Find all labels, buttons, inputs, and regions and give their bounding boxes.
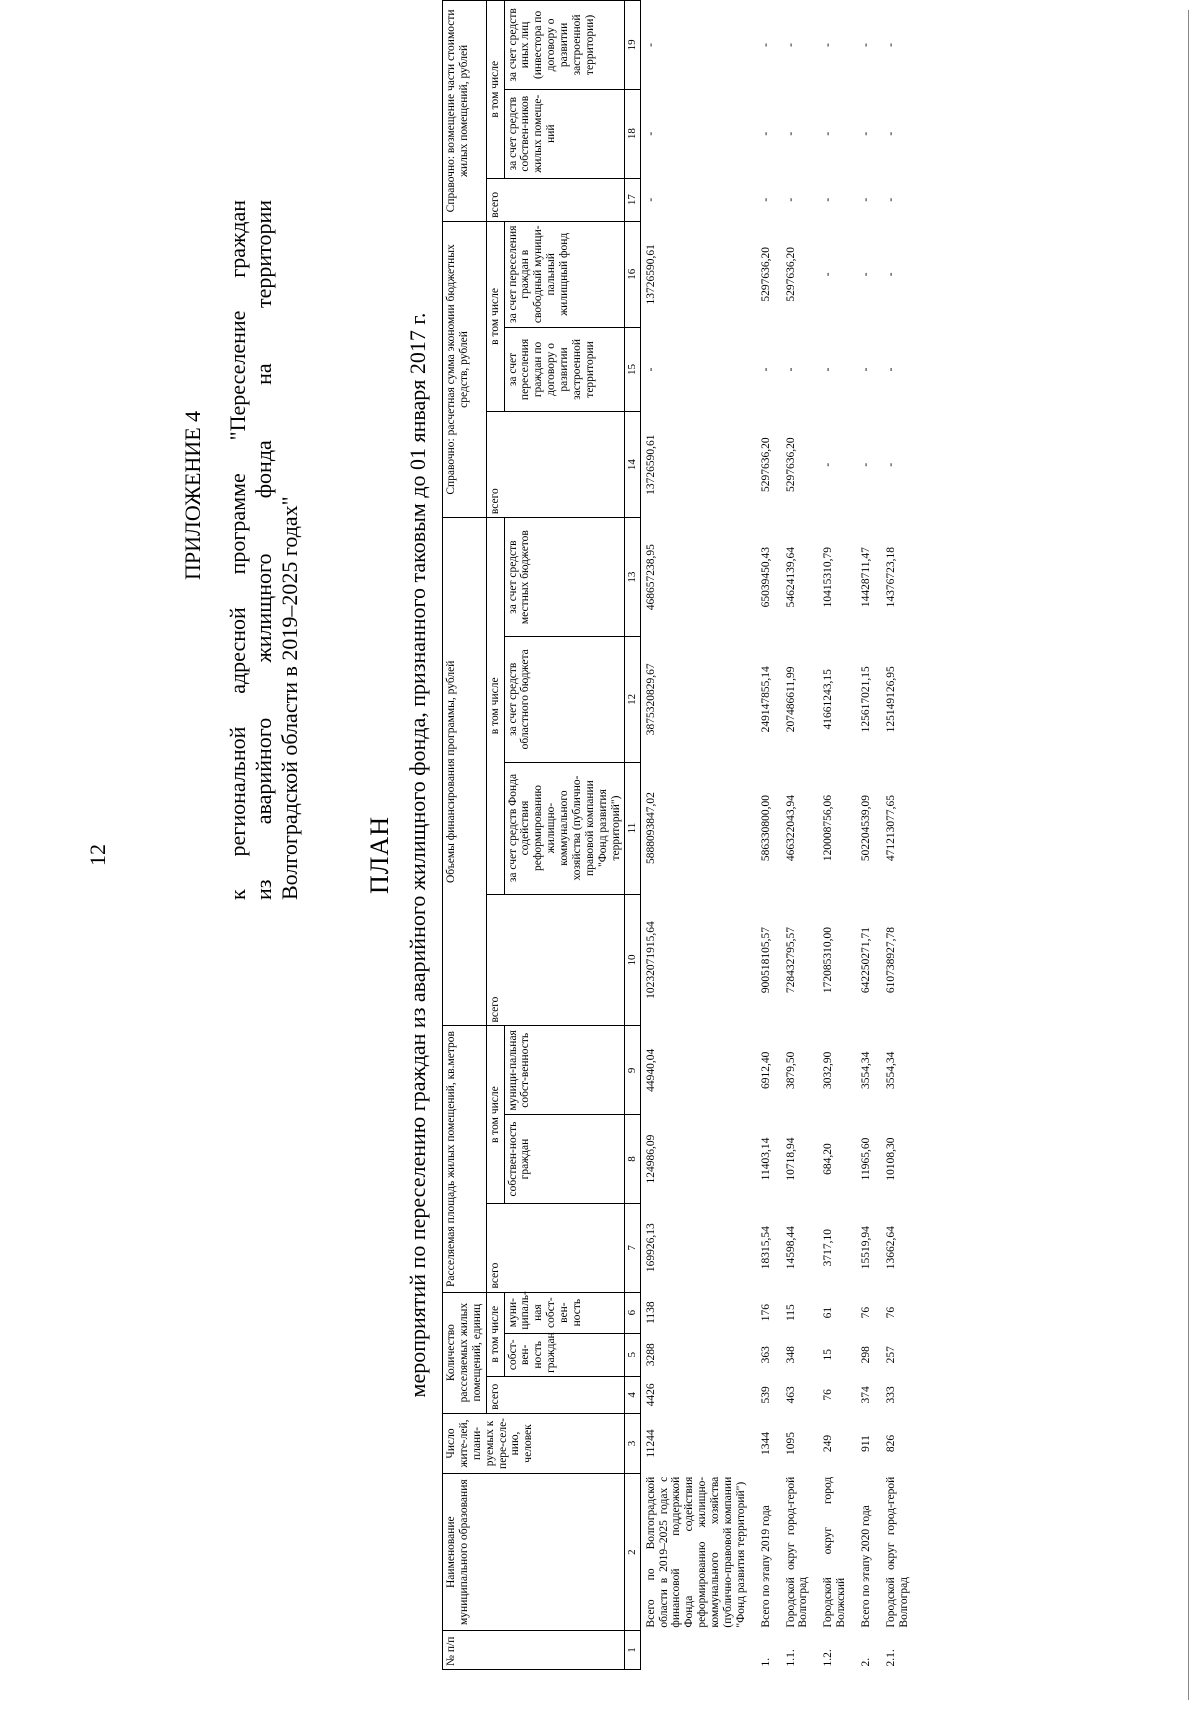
cell-c3: 826	[884, 1434, 897, 1453]
column-number: 8	[625, 1115, 640, 1204]
column-number: 3	[625, 1413, 640, 1474]
header-area-total: всего	[486, 1203, 625, 1292]
cell-c11: 5888093847,02	[644, 792, 657, 864]
row-index: 1.1.	[784, 1649, 797, 1667]
cell-c13: 10415310,79	[822, 546, 835, 608]
row-name: Всего по Волгоградской области в 2019–2025 годах с финансовой поддержкой Фонда содействия реформированию жилищно-коммунального хозяйства (публично-правовой компании "Фонд развития территорий")	[644, 1476, 747, 1628]
cell-c9: 3032,90	[822, 1051, 835, 1090]
cell-c9: 6912,40	[759, 1051, 772, 1090]
appendix-subtitle-line: из аварийного жилищного фонда на территории	[250, 200, 276, 900]
cell-c4: 333	[884, 1386, 897, 1404]
column-number: 14	[625, 412, 640, 518]
column-number: 6	[625, 1292, 640, 1333]
cell-c3: 249	[822, 1434, 835, 1453]
cell-c17: -	[884, 197, 897, 202]
plan-title: ПЛАН	[365, 816, 394, 894]
cell-c3: 11244	[644, 1429, 657, 1458]
cell-c18: -	[644, 131, 657, 136]
header-owned-units: собст-вен-ность граждан	[504, 1333, 625, 1376]
table-row	[816, 1, 854, 1670]
cell-c5: 363	[759, 1346, 772, 1364]
column-number: 4	[625, 1376, 640, 1413]
cell-c19: -	[884, 43, 897, 47]
cell-c10: 642250271,71	[860, 926, 873, 994]
cell-c19: -	[644, 43, 657, 47]
cell-c6: 1138	[644, 1301, 657, 1324]
header-fund: за счет средств Фонда содействия реформированию жилищно-коммунального хозяйства (публично-правовой компании "Фонд развития территорий")	[504, 762, 625, 894]
cell-c7: 14598,44	[784, 1226, 797, 1270]
cell-c6: 61	[822, 1306, 835, 1319]
plan-table	[442, 0, 917, 1670]
cell-c14: 13726590,61	[644, 434, 657, 495]
column-number: 18	[625, 89, 640, 178]
header-area-group: Расселяемая площадь жилых помещений, кв.метров	[443, 1026, 487, 1292]
cell-c6: 76	[884, 1306, 897, 1319]
cell-c15: -	[860, 367, 873, 372]
header-sav-dev: за счет переселения граждан по договору о развитии застроенной территории	[504, 327, 625, 411]
cell-c13: 65039450,43	[759, 546, 772, 608]
cell-c12: 125149126,95	[884, 666, 897, 733]
cell-c19: -	[860, 43, 873, 47]
row-index: 1.2.	[822, 1649, 835, 1667]
row-index	[640, 1631, 754, 1670]
cell-c15: -	[759, 367, 772, 372]
cell-c3: 1344	[759, 1431, 772, 1455]
cell-c6: 76	[860, 1306, 873, 1319]
column-number: 5	[625, 1333, 640, 1376]
cell-c5: 348	[784, 1346, 797, 1364]
header-reimb-total: всего	[486, 178, 625, 221]
column-number: 19	[625, 1, 640, 90]
cell-c16: -	[884, 272, 897, 277]
column-number: 11	[625, 762, 640, 894]
cell-c16: -	[822, 272, 835, 277]
cell-c18: -	[784, 131, 797, 136]
cell-c17: -	[644, 197, 657, 202]
cell-c15: -	[822, 367, 835, 372]
table-row	[879, 1, 917, 1670]
appendix-title: ПРИЛОЖЕНИЕ 4	[180, 410, 205, 580]
cell-c13: 468657238,95	[644, 544, 657, 611]
column-number: 16	[625, 221, 640, 327]
table-body	[640, 1, 917, 1670]
appendix-subtitle	[225, 200, 303, 900]
column-number: 9	[625, 1026, 640, 1115]
cell-c5: 15	[822, 1349, 835, 1361]
header-finance-incl: в том числе	[486, 518, 504, 894]
cell-c5: 257	[884, 1346, 897, 1364]
cell-c4: 4426	[644, 1383, 657, 1407]
cell-c16: 5297636,20	[759, 246, 772, 302]
header-units-incl: в том числе	[486, 1292, 504, 1376]
column-number: 15	[625, 327, 640, 411]
cell-c14: 5297636,20	[759, 437, 772, 492]
row-index: 1.	[759, 1657, 772, 1667]
cell-c14: -	[884, 462, 897, 467]
header-sav-free: за счет переселения граждан в свободный муници-пальный жилищный фонд	[504, 221, 625, 327]
cell-c18: -	[759, 131, 772, 136]
header-savings-incl: в том числе	[486, 221, 504, 411]
cell-c14: 5297636,20	[784, 437, 797, 492]
cell-c18: -	[822, 131, 835, 136]
cell-c10: 728432795,57	[784, 926, 797, 994]
header-munic-area: муници-пальная собст-венность	[504, 1026, 625, 1115]
cell-c9: 3554,34	[884, 1051, 897, 1090]
cell-c4: 374	[860, 1386, 873, 1404]
column-number: 17	[625, 178, 640, 221]
row-name: Городской округ город-герой Волгоград	[784, 1476, 810, 1628]
cell-c14: -	[860, 462, 873, 467]
cell-c11: 502204539,09	[860, 794, 873, 862]
table-row	[640, 1, 754, 1670]
cell-c8: 11403,14	[759, 1137, 772, 1181]
cell-c8: 11965,60	[860, 1137, 873, 1181]
plan-subtitle: мероприятий по переселению граждан из аварийного жилищного фонда, признанного таковым до 01 января 2017 г.	[405, 312, 430, 1398]
cell-c17: -	[759, 197, 772, 202]
cell-c19: -	[759, 43, 772, 47]
table-row	[754, 1, 779, 1670]
cell-c17: -	[784, 197, 797, 202]
cell-c13: 54624139,64	[784, 546, 797, 608]
cell-c4: 76	[822, 1389, 835, 1401]
cell-c18: -	[884, 131, 897, 136]
column-number: 2	[625, 1474, 640, 1631]
cell-c12: 125617021,15	[860, 666, 873, 733]
header-regional: за счет средств областного бюджета	[504, 637, 625, 762]
cell-c12: 207486611,99	[784, 666, 797, 733]
cell-c3: 1095	[784, 1431, 797, 1455]
column-number: 13	[625, 518, 640, 637]
cell-c7: 169926,13	[644, 1223, 657, 1273]
cell-c10: 10232071915,64	[644, 921, 657, 999]
cell-c12: 41661243,15	[822, 669, 835, 730]
cell-c6: 176	[759, 1303, 772, 1322]
row-name: Городской округ город Волжский	[822, 1476, 848, 1628]
cell-c8: 124986,09	[644, 1134, 657, 1184]
header-reimb-other: за счет средств иных лиц (инвестора по договору о развитии застроенной территории)	[504, 1, 625, 90]
cell-c19: -	[822, 43, 835, 47]
appendix-subtitle-line: Волгоградской области в 2019–2025 годах"	[276, 496, 302, 900]
cell-c6: 115	[784, 1304, 797, 1322]
column-number: 7	[625, 1203, 640, 1292]
cell-c17: -	[822, 197, 835, 202]
header-savings-group: Справочно: расчетная сумма экономии бюджетных средств, рублей	[443, 221, 487, 517]
header-residents: Число жите-лей, плани-руемых к пере-селе-нию, человек	[443, 1413, 625, 1474]
header-finance-group: Объемы финансирования программы, рублей	[443, 518, 487, 1026]
cell-c7: 15519,94	[860, 1226, 873, 1270]
page-bottom-rule	[1188, 10, 1189, 1700]
header-munic-units: муни-ципаль-ная собст-вен-ность	[504, 1292, 625, 1333]
cell-c11: 466322043,94	[784, 794, 797, 862]
cell-c4: 463	[784, 1386, 797, 1404]
header-reimb-group: Справочно: возмещение части стоимости жилых помещений, рублей	[443, 1, 487, 222]
cell-c15: -	[644, 367, 657, 372]
page-number: 12	[85, 844, 110, 866]
cell-c17: -	[860, 197, 873, 202]
cell-c13: 14428711,47	[860, 547, 873, 608]
header-reimb-incl: в том числе	[486, 1, 504, 179]
cell-c16: -	[860, 272, 873, 277]
row-name: Всего по этапу 2019 года	[759, 1505, 772, 1628]
cell-c7: 13662,64	[884, 1226, 897, 1270]
cell-c13: 14376723,18	[884, 546, 897, 608]
cell-c19: -	[784, 43, 797, 47]
cell-c7: 18315,54	[759, 1226, 772, 1270]
row-index: 2.	[860, 1657, 873, 1667]
cell-c12: 3875320829,67	[644, 663, 657, 736]
column-number: 1	[625, 1631, 640, 1670]
cell-c10: 172085310,00	[822, 926, 835, 994]
cell-c9: 3879,50	[784, 1051, 797, 1090]
cell-c18: -	[860, 131, 873, 136]
cell-c11: 471213077,65	[884, 794, 897, 862]
cell-c8: 10108,30	[884, 1137, 897, 1181]
table-row	[779, 1, 817, 1670]
cell-c15: -	[784, 367, 797, 372]
column-number-row	[625, 1, 640, 1670]
header-savings-total: всего	[486, 412, 625, 518]
column-number: 12	[625, 637, 640, 762]
cell-c12: 249147855,14	[759, 666, 772, 733]
cell-c15: -	[884, 367, 897, 372]
header-local: за счет средств местных бюджетов	[504, 518, 625, 637]
header-name: Наименование муниципального образования	[443, 1474, 625, 1631]
header-owned-area: собствен-ность граждан	[504, 1115, 625, 1204]
header-num: № п/п	[443, 1631, 625, 1670]
header-units-total: всего	[486, 1376, 625, 1413]
cell-c3: 911	[860, 1435, 873, 1452]
header-reimb-owners: за счет средств собствен-ников жилых помеще-ний	[504, 89, 625, 178]
header-units-group: Количество расселяемых жилых помещений, единиц	[443, 1292, 487, 1413]
cell-c7: 3717,10	[822, 1229, 835, 1267]
cell-c5: 298	[860, 1346, 873, 1364]
cell-c9: 3554,34	[860, 1051, 873, 1090]
cell-c10: 900518105,57	[759, 926, 772, 994]
cell-c11: 120008756,06	[822, 794, 835, 862]
row-index: 2.1.	[884, 1649, 897, 1667]
cell-c8: 10718,94	[784, 1137, 797, 1181]
cell-c4: 539	[759, 1386, 772, 1404]
cell-c5: 3288	[644, 1343, 657, 1367]
cell-c16: 5297636,20	[784, 246, 797, 302]
cell-c14: -	[822, 462, 835, 467]
cell-c11: 586330800,00	[759, 794, 772, 862]
header-area-incl: в том числе	[486, 1026, 504, 1203]
table-row	[854, 1, 879, 1670]
row-name: Всего по этапу 2020 года	[860, 1505, 873, 1628]
header-finance-total: всего	[486, 894, 625, 1026]
cell-c9: 44940,04	[644, 1048, 657, 1092]
column-number: 10	[625, 894, 640, 1026]
appendix-subtitle-line: к региональной адресной программе "Переселение граждан	[225, 200, 250, 900]
cell-c10: 610738927,78	[884, 926, 897, 994]
cell-c8: 684,20	[822, 1143, 835, 1175]
row-name: Городской округ город-герой Волгоград	[884, 1476, 910, 1628]
cell-c16: 13726590,61	[644, 244, 657, 305]
